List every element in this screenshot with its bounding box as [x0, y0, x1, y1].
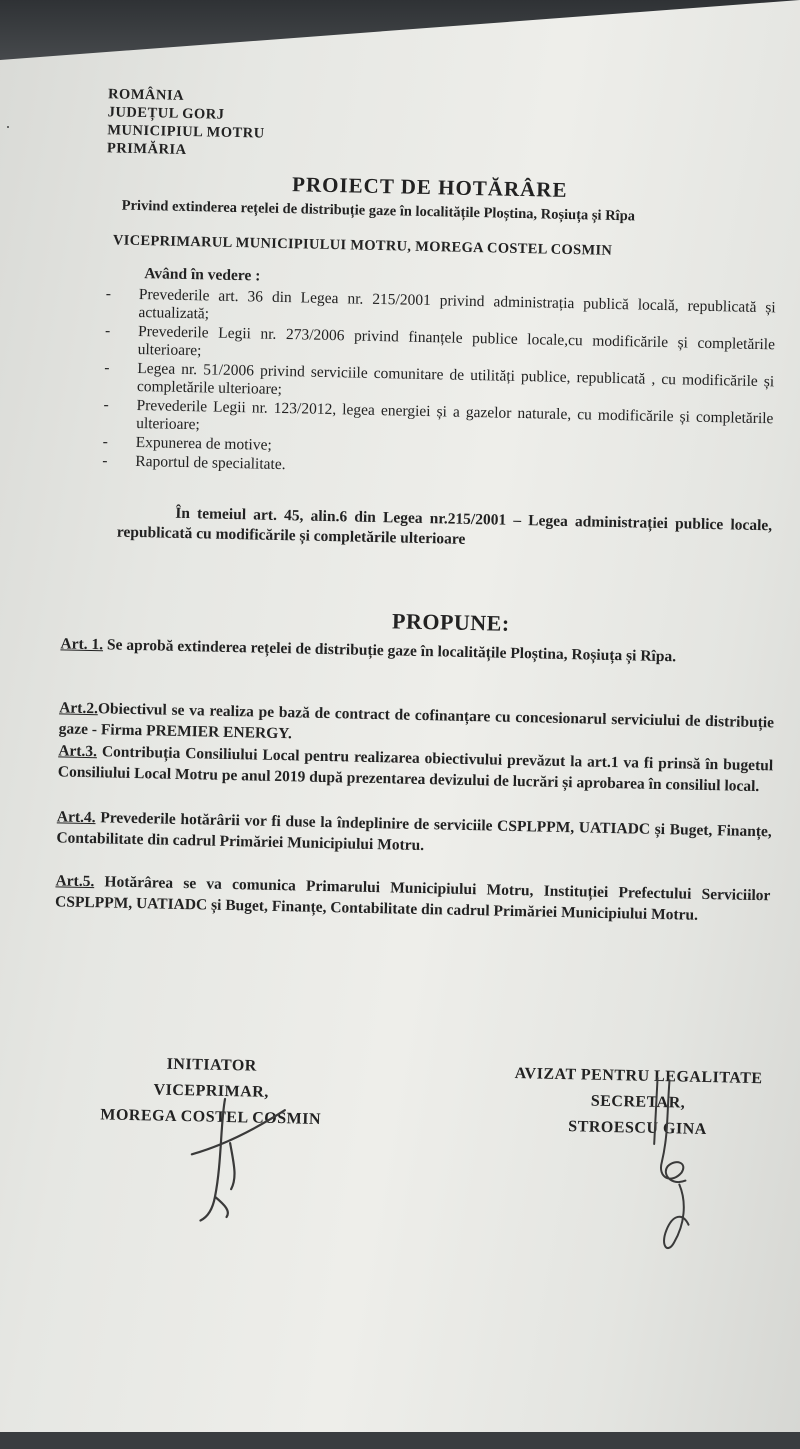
paper-speck [7, 126, 9, 128]
signature-name: STROESCU GINA [568, 1118, 707, 1139]
signature-role: AVIZAT PENTRU LEGALITATE [514, 1065, 763, 1088]
header-country: ROMÂNIA [107, 86, 185, 104]
list-item-text: Raportul de specialitate. [135, 452, 286, 474]
list-item-text: Prevederile Legii nr. 123/2012, legea energiei și a gazelor naturale, cu modificările și completările ulterioare; [135, 396, 774, 434]
considerations-intro: Având în vedere : [144, 265, 261, 285]
list-item-text: Prevederile Legii nr. 273/2006 privind finanțele publice locale,cu modificările și completările ulterioare; [137, 322, 776, 360]
article-4 [56, 806, 772, 863]
article-number: Art.5. [55, 872, 95, 891]
article-5 [55, 870, 771, 927]
considerations-list [102, 285, 776, 485]
secretary-handwritten-signature [626, 1073, 720, 1265]
signature-role: INITIATOR [166, 1055, 257, 1075]
initiator-handwritten-signature [170, 1092, 303, 1225]
bullet-dash: - [104, 359, 110, 377]
signature-name: MOREGA COSTEL COSMIN [100, 1106, 322, 1128]
document-subtitle: Privind extinderea rețelei de distribuție gaze în localitățile Ploștina, Roșiuța și Rîpa [121, 197, 636, 225]
article-number: Art.3. [58, 742, 98, 761]
article-text: Prevederile hotărârii vor fi duse la îndeplinire de serviciile CSPLPPM, UATIADC și Buget, Finanțe, Contabilitate din cadrul Primăriei Municipiului Motru. [56, 809, 772, 855]
initiator-heading: VICEPRIMARUL MUNICIPIULUI MOTRU, MOREGA COSTEL COSMIN [112, 232, 613, 259]
document-title: PROIECT DE HOTĂRÂRE [291, 172, 568, 202]
bullet-dash: - [102, 433, 109, 451]
bullet-dash: - [104, 322, 111, 340]
article-number: Art.2. [59, 699, 99, 718]
article-text: Obiectivul se va realiza pe bază de contract de cofinanțare cu concesionarul serviciului de distribuție gaze - Firma PREMIER ENERGY. [58, 700, 775, 743]
propune-heading: PROPUNE: [391, 608, 510, 636]
list-item-text: Legea nr. 51/2006 privind serviciile comunitare de utilități publice, republicată , cu modificările și completările ulterioare; [136, 359, 775, 398]
article-number: Art.4. [56, 808, 96, 827]
header-municipality: MUNICIPIUL MOTRU [107, 122, 265, 142]
legal-basis-paragraph: În temeiul art. 45, alin.6 din Legea nr.215/2001 – Legea administrației publice locale, republicată cu modificările și completările ulterioare [116, 504, 773, 548]
list-item-text: Prevederile art. 36 din Legea nr. 215/2001 privind administrația publică locală, republicată și actualizată; [138, 285, 776, 323]
article-1 [60, 633, 775, 669]
article-text: Se aprobă extinderea rețelei de distribuție gaze în localitățile Ploștina, Roșiuța și Rîpa. [102, 636, 677, 666]
bullet-dash: - [102, 452, 108, 470]
article-text: Contribuția Consiliului Local pentru realizarea obiectivului prevăzut la art.1 va fi prinsă în bugetul Consiliului Local Motru pe anul 2019 după prezentarea devizului de lucrări și aprobarea în consiliul local. [57, 743, 774, 796]
header-office: PRIMĂRIA [106, 140, 187, 158]
signature-title: VICEPRIMAR, [153, 1081, 270, 1101]
signature-title: SECRETAR, [590, 1092, 686, 1112]
list-item-text: Expunerea de motive; [135, 433, 272, 454]
bullet-dash: - [103, 396, 109, 414]
institution-header [107, 85, 266, 160]
bullet-dash: - [105, 285, 112, 303]
article-text: Hotărârea se va comunica Primarului Municipiului Motru, Instituției Prefectului Serviciilor CSPLPPM, UATIADC și Buget, Finanțe, Contabilitate din cadrul Primăriei Municipiului Motru. [54, 873, 771, 924]
article-number: Art. 1. [60, 635, 104, 654]
header-county: JUDEȚUL GORJ [107, 104, 225, 123]
